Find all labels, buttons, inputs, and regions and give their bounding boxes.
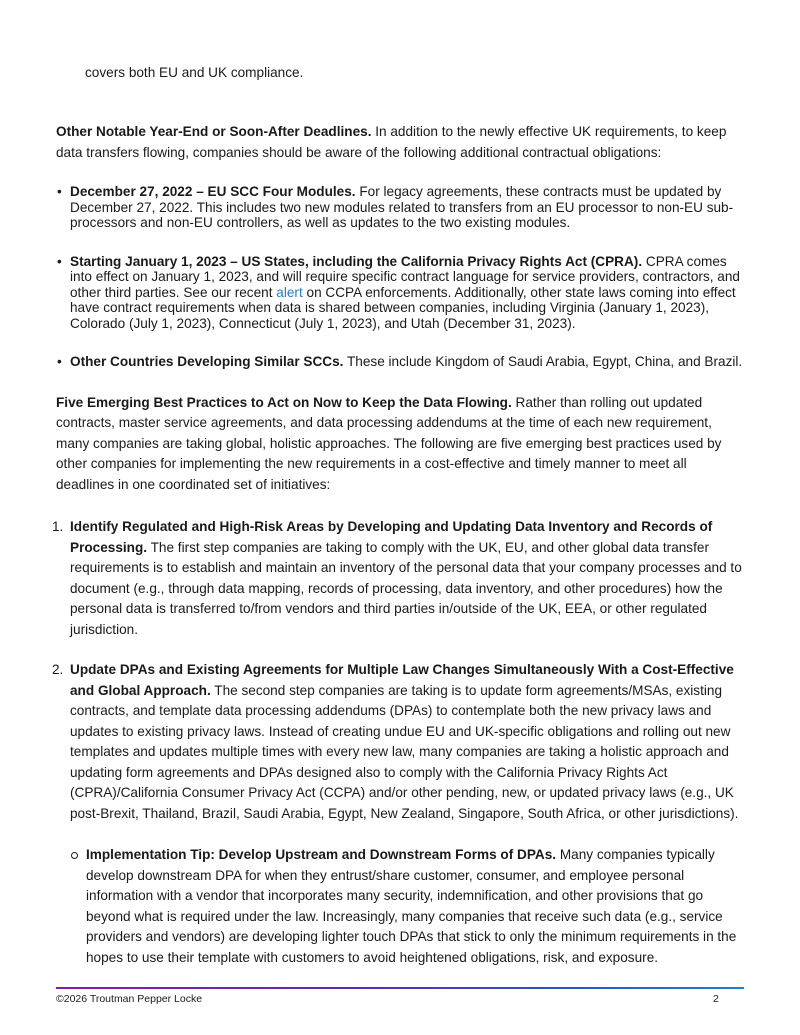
document-body: [52, 0, 746, 988]
bullet-heading: Starting January 1, 2023 – US States, including the California Privacy Rights Act (CPRA).: [70, 253, 643, 269]
best-practices-paragraph: [56, 393, 746, 496]
bullet-icon: •: [57, 184, 62, 199]
step-text: The first step companies are taking to comply with the UK, EU, and other global data transfer requirements is to establish and maintain an inventory of the personal data that your company processes and to document (e.g., through data mapping, records of processing, data inventory, and other procedures) how the personal data is transferred to/from vendors and third parties in/outside of the UK, EEA, or other regulated jurisdiction.: [70, 539, 742, 637]
implementation-tip-list: [70, 845, 746, 968]
list-item: [56, 254, 746, 332]
step-text: The second step companies are taking is to update form agreements/MSAs, existing contracts, and template data processing addendums (DPAs) to contemplate both the new privacy laws and updates to existing privacy laws. Instead of creating undue EU and UK-specific obligations and rolling out new templates and updates multiple times with every new law, many companies are taking a holistic approach and updating form agreements and DPAs designed also to comply with the California Privacy Rights Act (CPRA)/California Consumer Privacy Act (CCPA) and/or other pending, new, or updated privacy laws (e.g., UK post-Brexit, Thailand, Brazil, Saudi Arabia, Egypt, New Zealand, Singapore, South Africa, or other jurisdictions).: [70, 682, 739, 821]
bullet-text: on CCPA enforcements. Additionally, other state laws coming into effect have contract requirements when data is shared between companies, including Virginia (January 1, 2023), Colorado (July 1, 2023), Connecticut (July 1, 2023), and Utah (December 31, 2023).: [70, 284, 736, 331]
best-practices-list: [52, 517, 746, 968]
bullet-icon: •: [57, 253, 62, 269]
best-practices-text: Rather than rolling out updated contracts, master service agreements, and data processing addendums at the time of each new requirement, many companies are taking global, holistic approaches. The following are five emerging best practices used by other companies for implementing the new requirements in a cost-effective and timely manner to meet all deadlines in one coordinated set of initiatives:: [56, 394, 722, 492]
step-heading: Identify Regulated and High-Risk Areas by Developing and Updating Data Inventory and Records of Processing.: [70, 519, 713, 555]
bullet-text: For legacy agreements, these contracts must be updated by December 27, 2022. This includes two new modules related to transfers from an EU processor to non-EU sub-processors and non-EU controllers, as well as updates to the two existing modules.: [70, 184, 734, 230]
step-heading: Update DPAs and Existing Agreements for Multiple Law Changes Simultaneously With a Cost-Effective and Global Approach.: [70, 662, 734, 698]
list-item: [52, 660, 746, 968]
tip-heading: Implementation Tip: Develop Upstream and Downstream Forms of DPAs.: [86, 847, 557, 862]
hollow-bullet-icon: [71, 852, 78, 859]
footer-divider: [56, 987, 744, 989]
alert-link[interactable]: alert: [276, 284, 303, 300]
list-item: [70, 845, 746, 968]
bullet-heading: Other Countries Developing Similar SCCs.: [70, 354, 344, 369]
step-number: 2.: [52, 662, 64, 677]
list-item: [56, 354, 746, 370]
tip-text: Many companies typically develop downstream DPA for when they entrust/share customer, consumer, and employee personal information with a vendor that incorporates many security, indemnification, and other provisions that go beyond what is required under the law. Increasingly, many companies that receive such data (e.g., service providers and vendors) are developing lighter touch DPAs that stick to only the minimum requirements in the hopes to use their template with customers to avoid heightened obligations, risk, and exposure.: [86, 847, 737, 965]
bullet-text: These include Kingdom of Saudi Arabia, Egypt, China, and Brazil.: [343, 354, 743, 369]
bullet-heading: December 27, 2022 – EU SCC Four Modules.: [70, 184, 356, 199]
continuation-text: covers both EU and UK compliance.: [85, 65, 304, 80]
list-item: [52, 517, 746, 640]
step-number: 1.: [52, 519, 64, 534]
best-practices-heading: Five Emerging Best Practices to Act on Now to Keep the Data Flowing.: [56, 394, 512, 410]
page-number: 2: [713, 993, 719, 1005]
notable-deadlines-text: In addition to the newly effective UK requirements, to keep data transfers flowing, companies should be aware of the following additional contractual obligations:: [56, 124, 727, 160]
list-item: [56, 184, 746, 231]
footer-copyright: ©2026 Troutman Pepper Locke: [56, 993, 203, 1005]
notable-deadlines-paragraph: [56, 122, 746, 163]
bullet-text: CPRA comes into effect on January 1, 2023, and will require specific contract language for service providers, contractors, and other third parties. See our recent: [70, 253, 740, 300]
deadline-list: [56, 184, 746, 370]
notable-deadlines-heading: Other Notable Year-End or Soon-After Deadlines.: [56, 124, 372, 139]
bullet-icon: •: [57, 354, 62, 369]
